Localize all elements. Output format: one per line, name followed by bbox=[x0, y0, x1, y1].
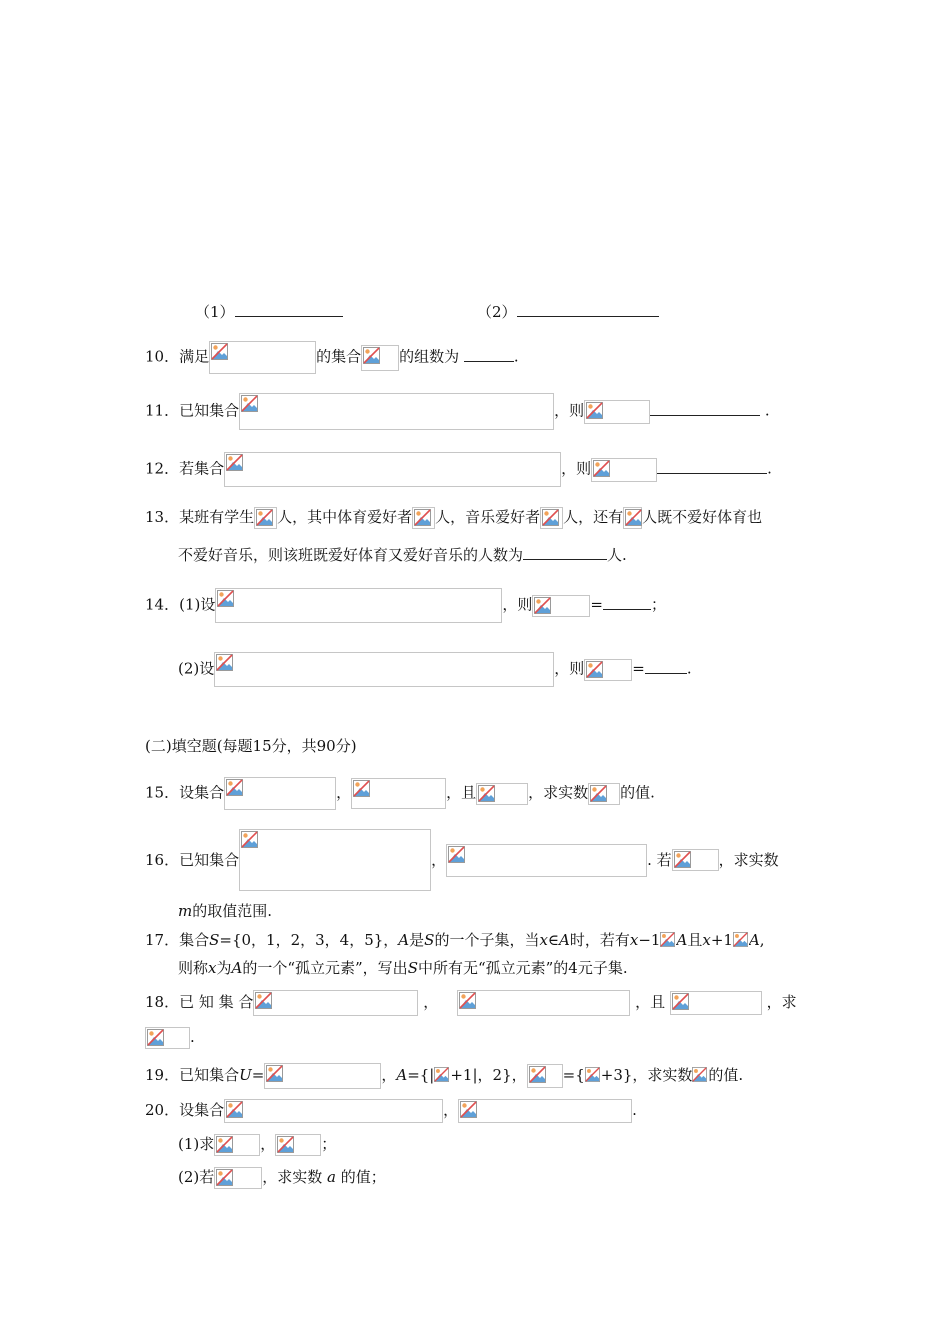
q18-text: 18．已 知 集 合 bbox=[145, 993, 254, 1011]
formula-image bbox=[540, 507, 563, 529]
broken-image-icon bbox=[241, 831, 258, 848]
q17-line2-b: 为 bbox=[216, 959, 232, 977]
q10-text-tail: 的组数为 bbox=[399, 347, 460, 366]
formula-image bbox=[215, 588, 502, 623]
broken-image-icon bbox=[241, 395, 258, 412]
q17-set: ={0，1，2，3，4，5}， bbox=[219, 931, 399, 949]
broken-image-icon bbox=[255, 992, 272, 1009]
broken-image-icon bbox=[478, 785, 495, 802]
q13-blank bbox=[523, 545, 607, 560]
section-2-title: (二)填空题(每题15分，共90分) bbox=[145, 737, 357, 755]
q16-comma: ， bbox=[431, 851, 447, 869]
q15-text: 15．设集合 bbox=[145, 783, 225, 802]
question-12 bbox=[145, 452, 772, 487]
question-17-line2 bbox=[178, 958, 628, 978]
q20-p1-end: ； bbox=[321, 1135, 337, 1153]
q13-text-b: 人，音乐爱好者 bbox=[435, 508, 541, 526]
q17-line2-d: 中所有无“孤立元素”的4元子集. bbox=[417, 959, 628, 977]
broken-image-icon bbox=[459, 992, 476, 1009]
q14-then-2: ，则 bbox=[554, 659, 585, 678]
q16-line2-text: 的取值范围. bbox=[192, 902, 273, 920]
q19-var-u: U bbox=[239, 1066, 252, 1084]
formula-image bbox=[532, 595, 590, 617]
formula-image bbox=[214, 1134, 260, 1156]
q16-if: . 若 bbox=[647, 851, 672, 869]
formula-image bbox=[214, 652, 554, 687]
broken-image-icon bbox=[590, 785, 607, 802]
broken-image-icon bbox=[434, 1067, 449, 1082]
q13-line2-text: 不爱好音乐，则该班既爱好体育又爱好音乐的人数为 bbox=[178, 546, 524, 564]
formula-image bbox=[254, 507, 277, 529]
q17-line2-a-var: A bbox=[231, 959, 243, 977]
q11-text: 11．已知集合 bbox=[145, 401, 240, 420]
q17-var-x-2: x bbox=[629, 931, 639, 949]
q17-line2-x: x bbox=[208, 959, 217, 977]
q17-line2-a: 则称 bbox=[178, 959, 209, 977]
question-15 bbox=[145, 777, 655, 810]
formula-image bbox=[672, 849, 719, 871]
formula-image bbox=[351, 778, 446, 809]
broken-image-icon bbox=[211, 343, 228, 360]
q14-then: ，则 bbox=[502, 595, 533, 614]
formula-image bbox=[584, 400, 650, 424]
q19-eq2: ={ bbox=[562, 1066, 585, 1084]
q15-end: 的值. bbox=[620, 783, 655, 802]
q17-is: 是 bbox=[409, 931, 425, 949]
q14-eq: = bbox=[590, 595, 603, 614]
q20-text: 20．设集合 bbox=[145, 1101, 225, 1119]
broken-image-icon bbox=[353, 780, 370, 797]
q16-ask: ，求实数 bbox=[718, 851, 779, 869]
formula-image bbox=[253, 990, 418, 1016]
formula-image bbox=[584, 659, 632, 681]
broken-image-icon bbox=[593, 460, 610, 477]
q19-p3: +3}，求实数 bbox=[600, 1066, 693, 1084]
q17-and: 且 bbox=[687, 931, 703, 949]
q13-text: 13．某班有学生 bbox=[145, 508, 255, 526]
question-13 bbox=[145, 507, 762, 529]
q20-p1-comma: ， bbox=[260, 1135, 276, 1153]
broken-image-icon bbox=[216, 1136, 233, 1153]
broken-image-icon bbox=[363, 347, 380, 364]
question-14-part2 bbox=[178, 652, 692, 687]
q13-text-a: 人，其中体育爱好者 bbox=[277, 508, 413, 526]
q15-comma: ， bbox=[336, 783, 352, 802]
section-title bbox=[145, 736, 357, 756]
q14-blank-2 bbox=[645, 659, 687, 674]
q18-end: . bbox=[190, 1028, 195, 1046]
question-19: 19．已知集合U= ，A={| +1|，2}， ={ +3}，求实数 的值. bbox=[145, 1063, 743, 1089]
formula-image bbox=[275, 1134, 321, 1156]
q11-blank bbox=[650, 401, 760, 416]
q19-text: 19．已知集合 bbox=[145, 1066, 240, 1084]
q19-eq: = bbox=[251, 1066, 265, 1084]
formula-image bbox=[457, 990, 630, 1016]
broken-image-icon bbox=[277, 1136, 294, 1153]
q12-blank bbox=[657, 459, 767, 474]
formula-image bbox=[224, 1099, 443, 1123]
formula-image bbox=[733, 931, 749, 951]
broken-image-icon bbox=[226, 454, 243, 471]
q17-var-a-2: A bbox=[559, 931, 570, 949]
q12-end: . bbox=[767, 459, 772, 478]
q17-var-a: A bbox=[398, 931, 410, 949]
q19-var-a: A bbox=[396, 1066, 408, 1084]
broken-image-icon bbox=[733, 932, 748, 947]
q10-text-mid: 的集合 bbox=[316, 347, 362, 366]
formula-image bbox=[214, 1167, 262, 1189]
question-11 bbox=[145, 393, 770, 430]
q14-end1: ； bbox=[650, 595, 666, 614]
question-20-part1 bbox=[178, 1134, 336, 1156]
q17-var-a-4: A bbox=[748, 931, 760, 949]
formula-image bbox=[623, 507, 642, 529]
formula-image bbox=[588, 783, 620, 805]
q17-var-a-3: A bbox=[676, 931, 688, 949]
q19-p1: +1|，2}， bbox=[450, 1066, 527, 1084]
formula-image bbox=[446, 844, 647, 877]
formula-image bbox=[145, 1027, 190, 1049]
q15-ask: ，求实数 bbox=[528, 783, 589, 802]
q10-end: . bbox=[513, 347, 519, 366]
formula-image bbox=[527, 1064, 563, 1088]
broken-image-icon bbox=[256, 509, 273, 526]
q13-text-c: 人，还有 bbox=[563, 508, 624, 526]
broken-image-icon bbox=[216, 1169, 233, 1186]
q17-var-x: x bbox=[539, 931, 548, 949]
broken-image-icon bbox=[585, 1067, 600, 1082]
broken-image-icon bbox=[226, 1101, 243, 1118]
question-16-line2 bbox=[178, 901, 272, 921]
question-17: 17．集合S={0，1，2，3，4，5}，A是S的一个子集，当x∈A时，若有x−1 A且x+1 A, bbox=[145, 931, 765, 949]
formula-image bbox=[458, 1099, 632, 1123]
q20-var-a: a bbox=[327, 1168, 336, 1186]
question-16 bbox=[145, 829, 779, 891]
broken-image-icon bbox=[147, 1029, 164, 1046]
q17-in: ∈ bbox=[547, 931, 560, 949]
question-13-line2 bbox=[178, 545, 627, 565]
q16-var-m: m bbox=[178, 902, 193, 920]
q17-minus1: −1 bbox=[638, 931, 661, 949]
q9-part2-label: （2） bbox=[477, 303, 517, 321]
broken-image-icon bbox=[216, 654, 233, 671]
question-14-part1 bbox=[145, 588, 666, 623]
broken-image-icon bbox=[534, 597, 551, 614]
formula-image bbox=[224, 452, 561, 487]
formula-image bbox=[476, 783, 528, 805]
formula-image bbox=[591, 458, 657, 482]
formula-image bbox=[209, 341, 316, 374]
broken-image-icon bbox=[542, 509, 559, 526]
q20-end: . bbox=[632, 1101, 637, 1119]
q18-comma: ， bbox=[423, 993, 439, 1011]
q19-aset: ={| bbox=[407, 1066, 435, 1084]
q17-text: 17．集合 bbox=[145, 931, 210, 949]
broken-image-icon bbox=[674, 851, 691, 868]
q20-p2-tail: ，求实数 bbox=[262, 1168, 323, 1186]
formula-image bbox=[670, 991, 762, 1015]
q17-var-s: S bbox=[209, 931, 220, 949]
q17-sub: 的一个子集，当 bbox=[434, 931, 540, 949]
broken-image-icon bbox=[660, 932, 675, 947]
broken-image-icon bbox=[217, 590, 234, 607]
broken-image-icon bbox=[586, 661, 603, 678]
q9-answers-2 bbox=[477, 302, 659, 322]
formula-image bbox=[224, 777, 336, 810]
q14-blank-1 bbox=[603, 595, 651, 610]
q20-p1: (1)求 bbox=[178, 1135, 215, 1153]
formula-image bbox=[434, 1066, 450, 1086]
question-18-line2 bbox=[145, 1027, 195, 1049]
broken-image-icon bbox=[625, 509, 642, 526]
q12-text: 12．若集合 bbox=[145, 459, 225, 478]
broken-image-icon bbox=[266, 1065, 283, 1082]
broken-image-icon bbox=[529, 1066, 546, 1083]
q17-when: 时，若有 bbox=[569, 931, 630, 949]
q13-line2-end: 人. bbox=[607, 546, 627, 564]
q17-line2-s: S bbox=[407, 959, 418, 977]
q17-var-s-2: S bbox=[424, 931, 435, 949]
q11-then: ，则 bbox=[554, 401, 585, 420]
formula-image bbox=[692, 1066, 708, 1086]
q17-var-x-3: x bbox=[702, 931, 711, 949]
q14-eq-2: = bbox=[632, 659, 645, 678]
q17-plus1: +1 bbox=[710, 931, 733, 949]
question-18 bbox=[145, 990, 797, 1016]
formula-image bbox=[239, 393, 554, 430]
q18-and: ，且 bbox=[635, 993, 666, 1011]
formula-image bbox=[412, 507, 435, 529]
q9-part1-label: （1） bbox=[195, 303, 235, 321]
formula-image bbox=[239, 829, 431, 891]
formula-image bbox=[660, 931, 676, 951]
q20-p2-end: 的值； bbox=[340, 1168, 386, 1186]
q14-text: 14．(1)设 bbox=[145, 595, 216, 614]
q9-part2-blank bbox=[517, 302, 659, 317]
q11-end: . bbox=[764, 401, 770, 420]
q14-p2-text: (2)设 bbox=[178, 659, 215, 678]
formula-image bbox=[585, 1066, 601, 1086]
question-20-part2 bbox=[178, 1167, 386, 1189]
q15-and: ，且 bbox=[446, 783, 477, 802]
broken-image-icon bbox=[226, 779, 243, 796]
broken-image-icon bbox=[448, 846, 465, 863]
question-20 bbox=[145, 1099, 637, 1123]
q12-then: ，则 bbox=[561, 459, 592, 478]
q19-end: 的值. bbox=[708, 1066, 744, 1084]
q17-line2-c: 的一个“孤立元素”，写出 bbox=[242, 959, 408, 977]
q18-ask: ，求 bbox=[766, 993, 797, 1011]
q9-answers bbox=[195, 302, 343, 322]
question-10 bbox=[145, 341, 519, 374]
formula-image bbox=[361, 345, 399, 371]
q20-comma: ， bbox=[443, 1101, 459, 1119]
broken-image-icon bbox=[460, 1101, 477, 1118]
q9-part1-blank bbox=[235, 302, 343, 317]
q10-blank bbox=[464, 347, 514, 362]
broken-image-icon bbox=[586, 402, 603, 419]
broken-image-icon bbox=[414, 509, 431, 526]
broken-image-icon bbox=[672, 993, 689, 1010]
q10-text: 10．满足 bbox=[145, 347, 210, 366]
formula-image bbox=[264, 1063, 381, 1089]
q14-end2: . bbox=[686, 659, 692, 678]
broken-image-icon bbox=[692, 1067, 707, 1082]
q20-p2: (2)若 bbox=[178, 1168, 215, 1186]
q16-text: 16．已知集合 bbox=[145, 851, 240, 869]
q13-text-d: 人既不爱好体育也 bbox=[642, 508, 763, 526]
